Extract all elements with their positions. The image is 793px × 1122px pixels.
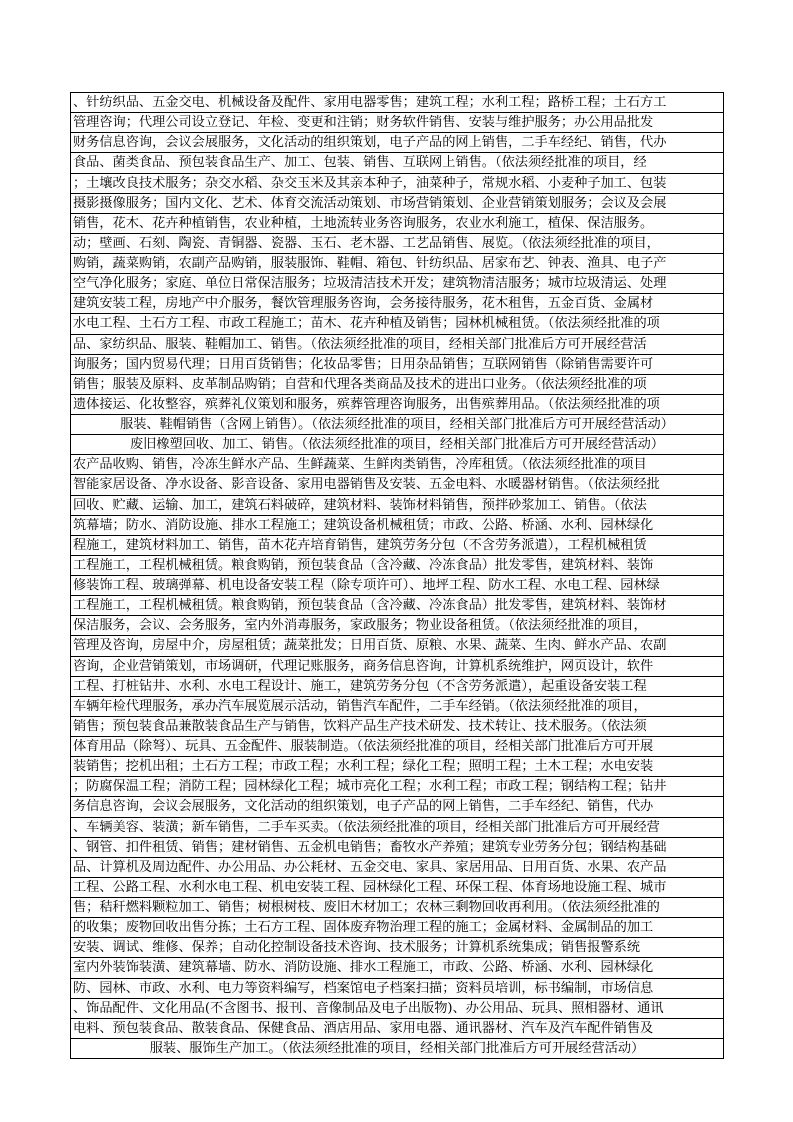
table-row: ；防腐保温工程；消防工程；园林绿化工程；城市亮化工程；水利工程；市政工程；钢结构工程；钻井	[71, 776, 723, 796]
table-row: 服装、鞋帽销售（含网上销售）。（依法须经批准的项目，经相关部门批准后方可开展经营活动）	[71, 414, 723, 434]
table-row: 安装、调试、维修、保养；自动化控制设备技术咨询、技术服务；计算机系统集成；销售报警系统	[71, 937, 723, 957]
table-row: 水电工程、土石方工程、市政工程施工；苗木、花卉种植及销售；园林机械租赁。（依法须经批准的项	[71, 313, 723, 333]
business-scope-table	[70, 92, 724, 1059]
table-row: 的收集；废物回收出售分拣；土石方工程、固体废弃物治理工程的施工；金属材料、金属制品的加工	[71, 917, 723, 937]
table-row: 保洁服务，会议、会务服务，室内外消毒服务，家政服务；物业设备租赁。（依法须经批准的项目，	[71, 615, 723, 635]
table-row: 电料、预包装食品、散装食品、保健食品、酒店用品、家用电器、通讯器材、汽车及汽车配件销售及	[71, 1018, 723, 1038]
table-row: 、针纺织品、五金交电、机械设备及配件、家用电器零售；建筑工程；水利工程；路桥工程；土石方工	[71, 92, 723, 112]
table-row: 售；秸秆燃料颗粒加工、销售；树根树枝、废旧木材加工；农林三剩物回收再利用。（依法须经批准的	[71, 897, 723, 917]
table-row: 管理咨询；代理公司设立登记、年检、变更和注销；财务软件销售、安装与维护服务；办公用品批发	[71, 112, 723, 132]
table-row: 废旧橡塑回收、加工、销售。（依法须经批准的项目，经相关部门批准后方可开展经营活动）	[71, 434, 723, 454]
table-row: 品、计算机及周边配件、办公用品、办公耗材、五金交电、家具、家居用品、日用百货、水果、农产品	[71, 857, 723, 877]
table-row: 、车辆美容、装潢；新车销售，二手车买卖。（依法须经批准的项目，经相关部门批准后方可开展经营	[71, 817, 723, 837]
table-row: 咨询，企业营销策划，市场调研，代理记账服务，商务信息咨询，计算机系统维护，网页设计，软件	[71, 656, 723, 676]
table-row: 询服务；国内贸易代理；日用百货销售；化妆品零售；日用杂品销售；互联网销售（除销售需要许可	[71, 354, 723, 374]
table-row: 工程施工，工程机械租赁。粮食购销，预包装食品（含冷藏、冷冻食品）批发零售，建筑材料、装饰材	[71, 595, 723, 615]
table-row: 管理及咨询，房屋中介，房屋租赁；蔬菜批发；日用百货、原粮、水果、蔬菜、生肉、鲜水产品、农副	[71, 635, 723, 655]
table-row: 建筑安装工程，房地产中介服务，餐饮管理服务咨询，会务接待服务，花木租售，五金百货、金属材	[71, 293, 723, 313]
table-row: 遗体接运、化妆整容，殡葬礼仪策划和服务，殡葬管理咨询服务，出售殡葬用品。（依法须经批准的项	[71, 394, 723, 414]
table-row: 工程、公路工程、水利水电工程、机电安装工程、园林绿化工程、环保工程、体育场地设施工程、城市	[71, 877, 723, 897]
table-row: 工程、打桩钻井、水利、水电工程设计、施工，建筑劳务分包（不含劳务派遣），起重设备安装工程	[71, 676, 723, 696]
table-row: 销售，花木、花卉种植销售，农业种植，土地流转业务咨询服务，农业水利施工，植保、保洁服务。	[71, 213, 723, 233]
table-row: 修装饰工程、玻璃弹幕、机电设备安装工程（除专项许可）、地坪工程、防水工程、水电工程、园林绿	[71, 575, 723, 595]
table-row: 、饰品配件、文化用品(不含图书、报刊、音像制品及电子出版物)、办公用品、玩具、照相器材、通讯	[71, 998, 723, 1018]
table-row: 务信息咨询，会议会展服务，文化活动的组织策划，电子产品的网上销售，二手车经纪、销售，代办	[71, 796, 723, 816]
table-row: 车辆年检代理服务，承办汽车展览展示活动，销售汽车配件，二手车经销。（依法须经批准的项目，	[71, 696, 723, 716]
table-row: 、钢管、扣件租赁、销售；建材销售、五金机电销售；畜牧水产养殖；建筑专业劳务分包；钢结构基础	[71, 837, 723, 857]
table-row: 销售；服装及原料、皮革制品购销；自营和代理各类商品及技术的进出口业务。（依法须经批准的项	[71, 374, 723, 394]
table-row: 室内外装饰装潢、建筑幕墙、防水、消防设施、排水工程施工，市政、公路、桥涵、水利、园林绿化	[71, 957, 723, 977]
table-row: 销售；预包装食品兼散装食品生产与销售，饮料产品生产技术研发、技术转让、技术服务。（依法须	[71, 716, 723, 736]
table-row: 回收、贮藏、运输、加工，建筑石料破碎，建筑材料、装饰材料销售，预拌砂浆加工、销售。（依法	[71, 495, 723, 515]
table-row: 体育用品（除弩）、玩具、五金配件、服装制造。（依法须经批准的项目，经相关部门批准后方可开展	[71, 736, 723, 756]
table-row: 财务信息咨询，会议会展服务，文化活动的组织策划，电子产品的网上销售，二手车经纪、销售，代办	[71, 132, 723, 152]
table-row: 食品、菌类食品、预包装食品生产、加工、包装、销售、互联网上销售。（依法须经批准的项目，经	[71, 152, 723, 172]
table-row: 服装、服饰生产加工。（依法须经批准的项目，经相关部门批准后方可开展经营活动）	[71, 1038, 723, 1058]
table-row: 智能家居设备、净水设备、影音设备、家用电器销售及安装、五金电料、水暖器材销售。（依法须经批	[71, 474, 723, 494]
table-row: 装销售；挖机出租；土石方工程；市政工程；水利工程；绿化工程；照明工程；土木工程；水电安装	[71, 756, 723, 776]
table-row: 购销，蔬菜购销，农副产品购销，服装服饰、鞋帽、箱包、针纺织品、居家布艺、钟表、渔具、电子产	[71, 253, 723, 273]
table-row: 工程施工，工程机械租赁。粮食购销，预包装食品（含冷藏、冷冻食品）批发零售，建筑材料、装饰	[71, 555, 723, 575]
table-row: 农产品收购、销售，冷冻生鲜水产品、生鲜蔬菜、生鲜肉类销售，冷库租赁。（依法须经批准的项目	[71, 454, 723, 474]
table-row: 程施工，建筑材料加工、销售，苗木花卉培育销售，建筑劳务分包（不含劳务派遣），工程机械租赁	[71, 535, 723, 555]
table-row: 空气净化服务；家庭、单位日常保洁服务；垃圾清洁技术开发；建筑物清洁服务；城市垃圾清运、处理	[71, 273, 723, 293]
table-row: 摄影摄像服务；国内文化、艺术、体育交流活动策划、市场营销策划、企业营销策划服务；会议及会展	[71, 193, 723, 213]
table-row: ；土壤改良技术服务；杂交水稻、杂交玉米及其亲本种子，油菜种子，常规水稻、小麦种子加工、包装	[71, 173, 723, 193]
table-row: 筑幕墙；防水、消防设施、排水工程施工；建筑设备机械租赁；市政、公路、桥涵、水利、园林绿化	[71, 515, 723, 535]
table-row: 动；壁画、石刻、陶瓷、青铜器、瓷器、玉石、老木器、工艺品销售、展览。（依法须经批准的项目，	[71, 233, 723, 253]
table-row: 品、家纺织品、服装、鞋帽加工、销售。（依法须经批准的项目，经相关部门批准后方可开展经营活	[71, 334, 723, 354]
table-row: 防、园林、市政、水利、电力等资料编写，档案馆电子档案扫描；资料员培训，标书编制，市场信息	[71, 978, 723, 998]
